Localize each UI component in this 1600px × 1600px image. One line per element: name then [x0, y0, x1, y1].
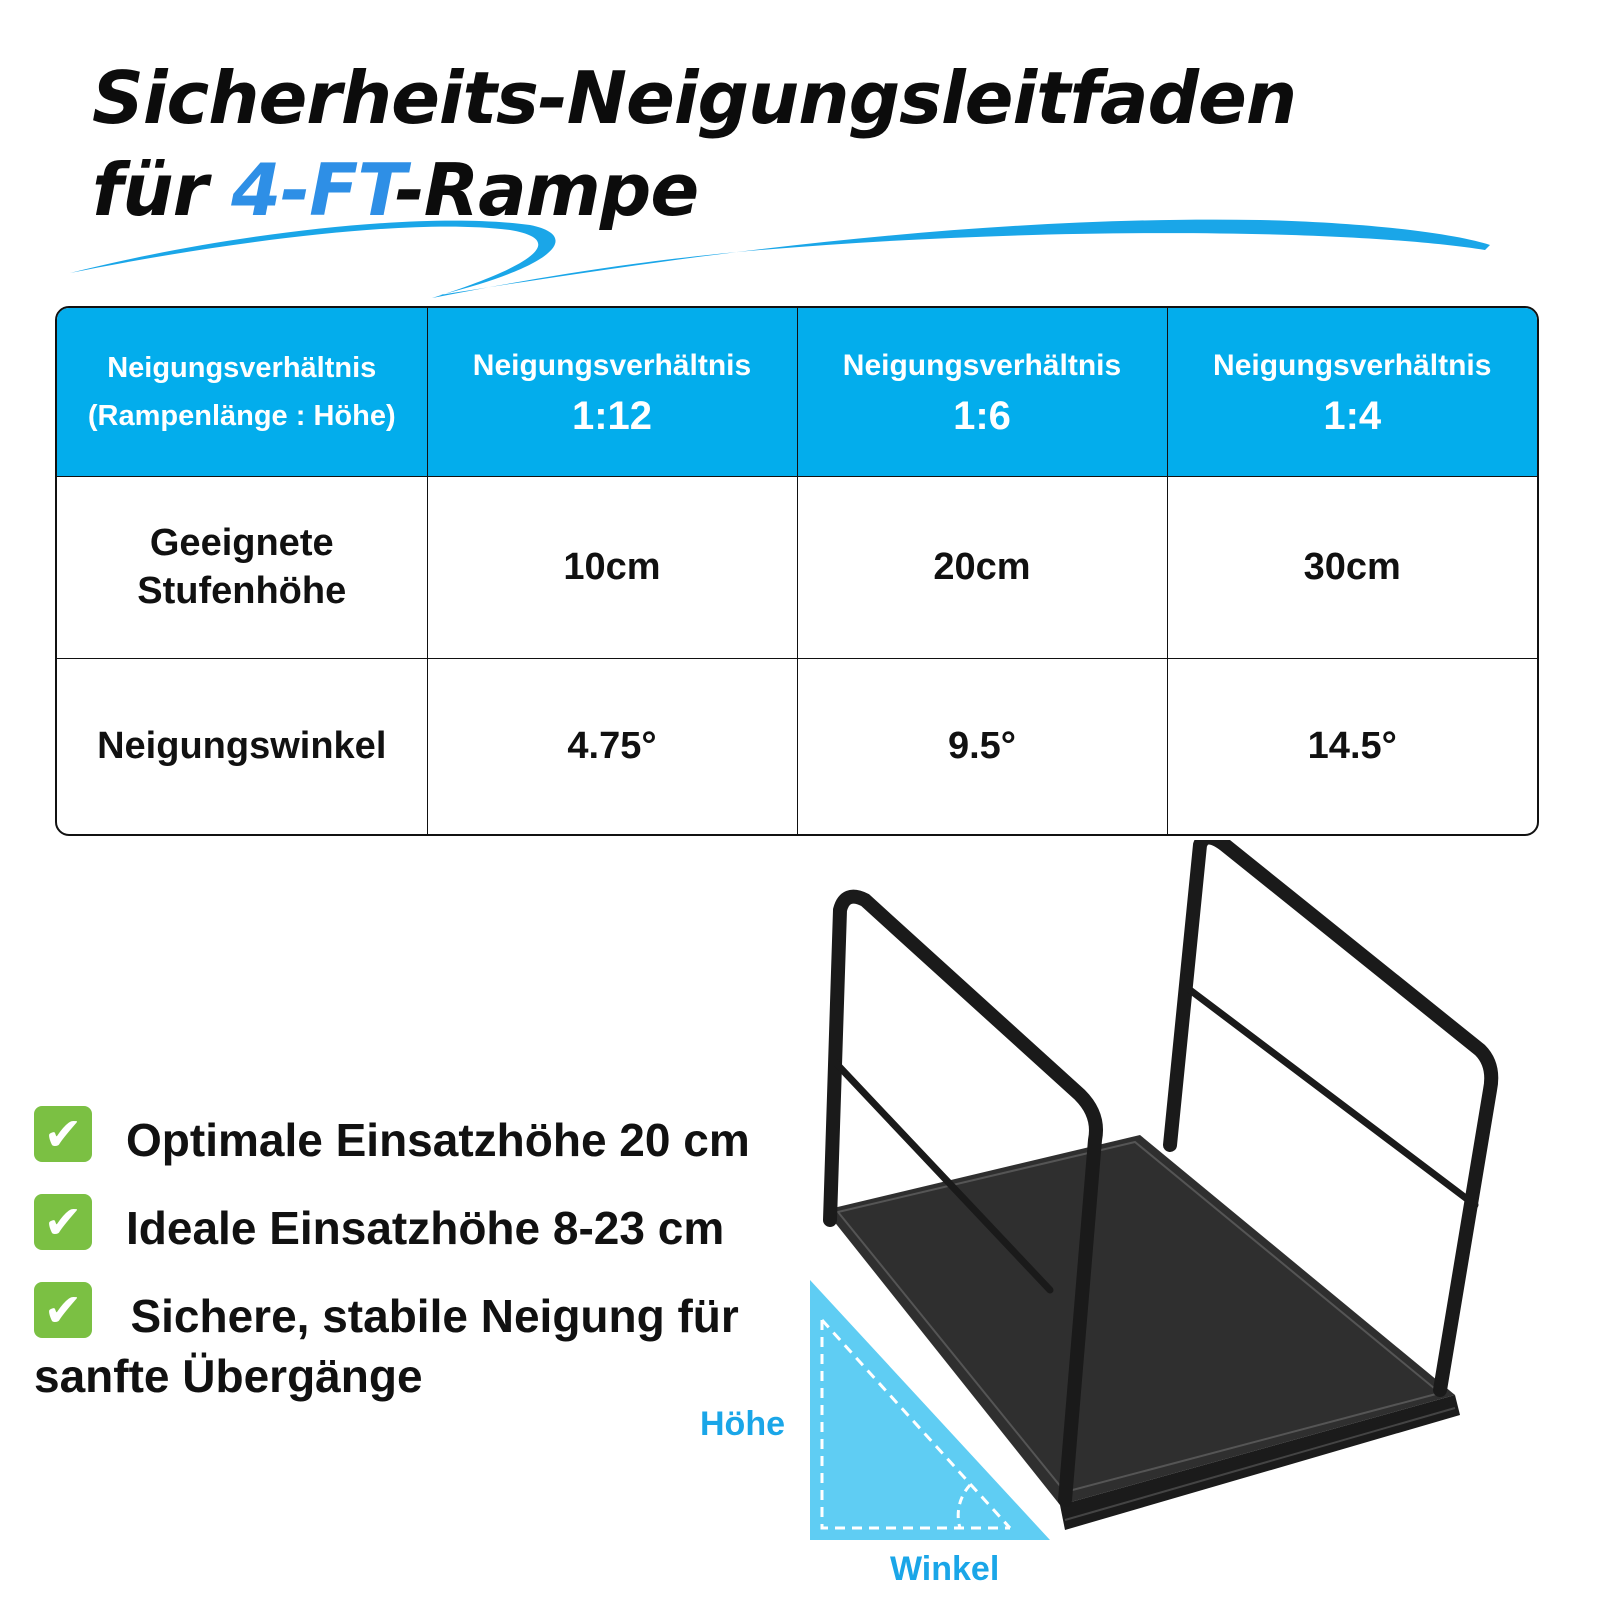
feature-list	[34, 1110, 814, 1434]
row-label-line-2: Stufenhöhe	[137, 570, 347, 612]
title-line-2-accent: 4-FT	[231, 148, 395, 232]
table-cell: 4.75°	[427, 658, 797, 834]
table-cell: 20cm	[797, 476, 1167, 658]
table-cell: 9.5°	[797, 658, 1167, 834]
check-mark-icon: ✔	[34, 1194, 92, 1250]
table-cell: 14.5°	[1167, 658, 1537, 834]
header-cell-ratio-label	[57, 308, 427, 476]
header-cell-title: Neigungsverhältnis	[842, 348, 1122, 382]
check-mark-icon: ✔	[34, 1282, 92, 1338]
feature-text: Sichere, stabile Neigung für sanfte Übergänge	[34, 1290, 739, 1402]
table-cell: 10cm	[427, 476, 797, 658]
feature-text: Ideale Einsatzhöhe 8-23 cm	[126, 1202, 725, 1254]
title-line-2-prefix: für	[92, 148, 232, 232]
title-line-1: Sicherheits-Neigungsleitfaden	[92, 56, 1297, 140]
header-cell-ratio: 1:4	[1323, 393, 1382, 438]
angle-label: Winkel	[890, 1550, 1000, 1588]
header-label-line-2: (Rampenlänge : Höhe)	[87, 399, 396, 432]
table-header-row	[57, 308, 1537, 476]
header-cell-title: Neigungsverhältnis	[472, 348, 752, 382]
header-cell-ratio-1-4	[1167, 308, 1537, 476]
feature-item	[34, 1110, 814, 1170]
title-line-2-suffix: -Rampe	[394, 148, 699, 232]
slope-guide-table	[55, 306, 1539, 836]
header-label-line-1: Neigungsverhältnis	[107, 351, 377, 384]
header-cell-ratio: 1:12	[571, 393, 653, 438]
height-label: Höhe	[700, 1405, 785, 1443]
header-cell-ratio-1-12	[427, 308, 797, 476]
feature-text: Optimale Einsatzhöhe 20 cm	[126, 1114, 750, 1166]
header-cell-ratio-1-6	[797, 308, 1167, 476]
feature-item	[34, 1286, 814, 1406]
check-mark-icon: ✔	[34, 1106, 92, 1162]
title-swoosh-decoration	[60, 205, 1500, 300]
table-row-slope-angle	[57, 658, 1537, 834]
row-label-slope-angle: Neigungswinkel	[57, 658, 427, 834]
ramp-illustration	[800, 840, 1560, 1580]
table-row-step-height	[57, 476, 1537, 658]
row-label-step-height	[57, 476, 427, 658]
feature-item	[34, 1198, 814, 1258]
header-cell-ratio: 1:6	[953, 393, 1011, 438]
header-cell-title: Neigungsverhältnis	[1213, 348, 1492, 382]
table-cell: 30cm	[1167, 476, 1537, 658]
row-label-line-1: Geeignete	[149, 522, 334, 564]
